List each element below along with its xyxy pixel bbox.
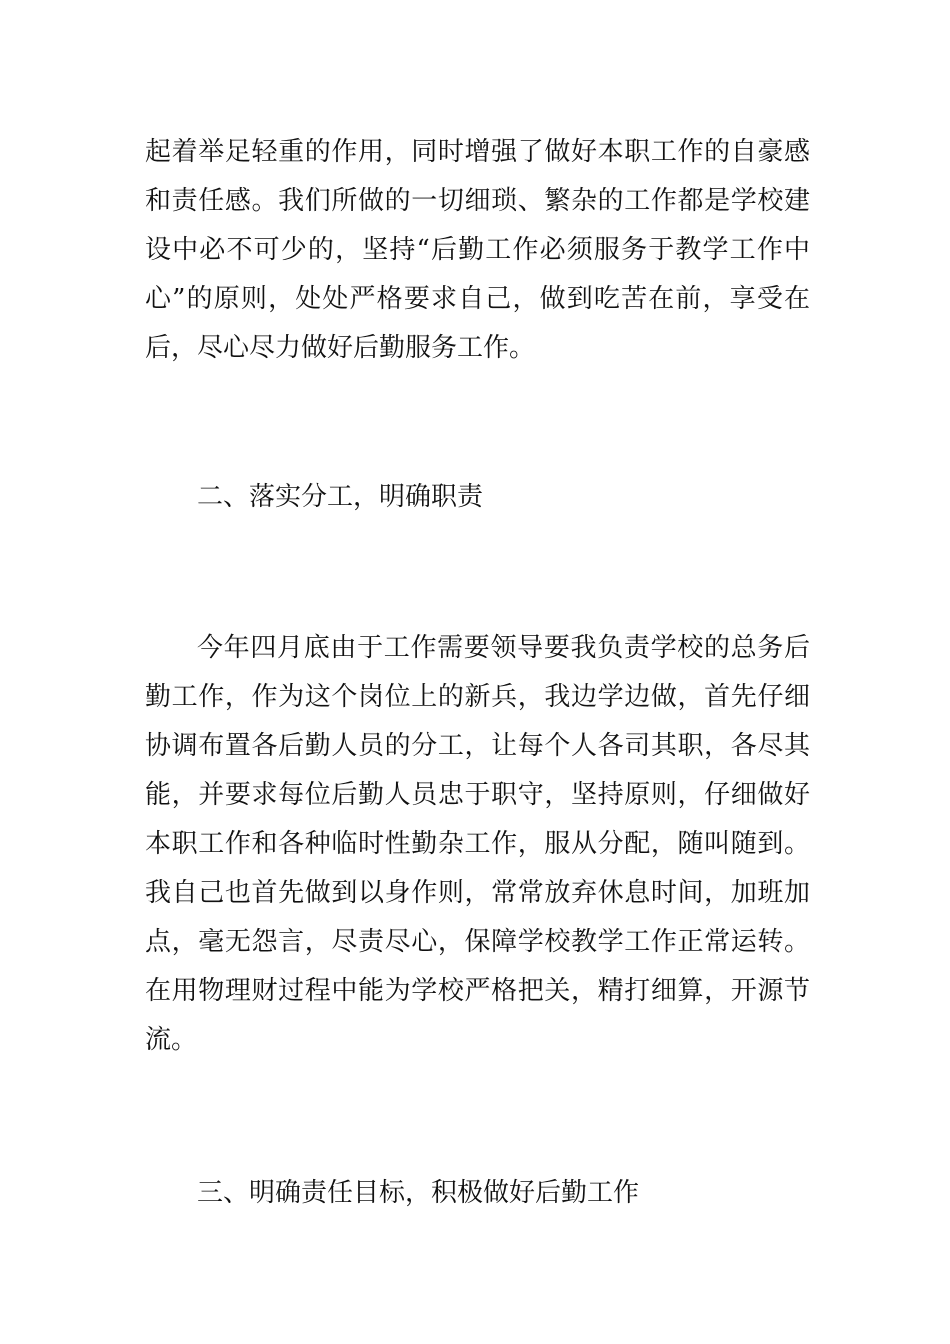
paragraph-line: 后，尽心尽力做好后勤服务工作。 (145, 333, 536, 363)
paragraph-line: 今年四月底由于工作需要领导要我负责学校的总务后 (197, 633, 810, 663)
section-heading-3: 三、明确责任目标，积极做好后勤工作 (197, 1178, 640, 1208)
paragraph-line: 流。 (145, 1025, 198, 1055)
paragraph-line: 能，并要求每位后勤人员忠于职守，坚持原则，仔细做好 (145, 780, 810, 810)
paragraph-line: 心”的原则，处处严格要求自己，做到吃苦在前，享受在 (145, 284, 810, 314)
paragraph-line: 设中必不可少的，坚持“后勤工作必须服务于教学工作中 (145, 235, 810, 265)
paragraph-line: 起着举足轻重的作用，同时增强了做好本职工作的自豪感 (145, 137, 810, 167)
paragraph-line: 我自己也首先做到以身作则，常常放弃休息时间，加班加 (145, 878, 810, 908)
paragraph-line: 勤工作，作为这个岗位上的新兵，我边学边做，首先仔细 (145, 682, 810, 712)
paragraph-line: 和责任感。我们所做的一切细琐、繁杂的工作都是学校建 (145, 186, 810, 216)
paragraph-line: 协调布置各后勤人员的分工，让每个人各司其职，各尽其 (145, 731, 810, 761)
paragraph-line: 本职工作和各种临时性勤杂工作，服从分配，随叫随到。 (145, 829, 810, 859)
section-heading-2: 二、落实分工，明确职责 (197, 482, 484, 512)
paragraph-line: 点，毫无怨言，尽责尽心，保障学校教学工作正常运转。 (145, 927, 810, 957)
paragraph-line: 在用物理财过程中能为学校严格把关，精打细算，开源节 (145, 976, 810, 1006)
